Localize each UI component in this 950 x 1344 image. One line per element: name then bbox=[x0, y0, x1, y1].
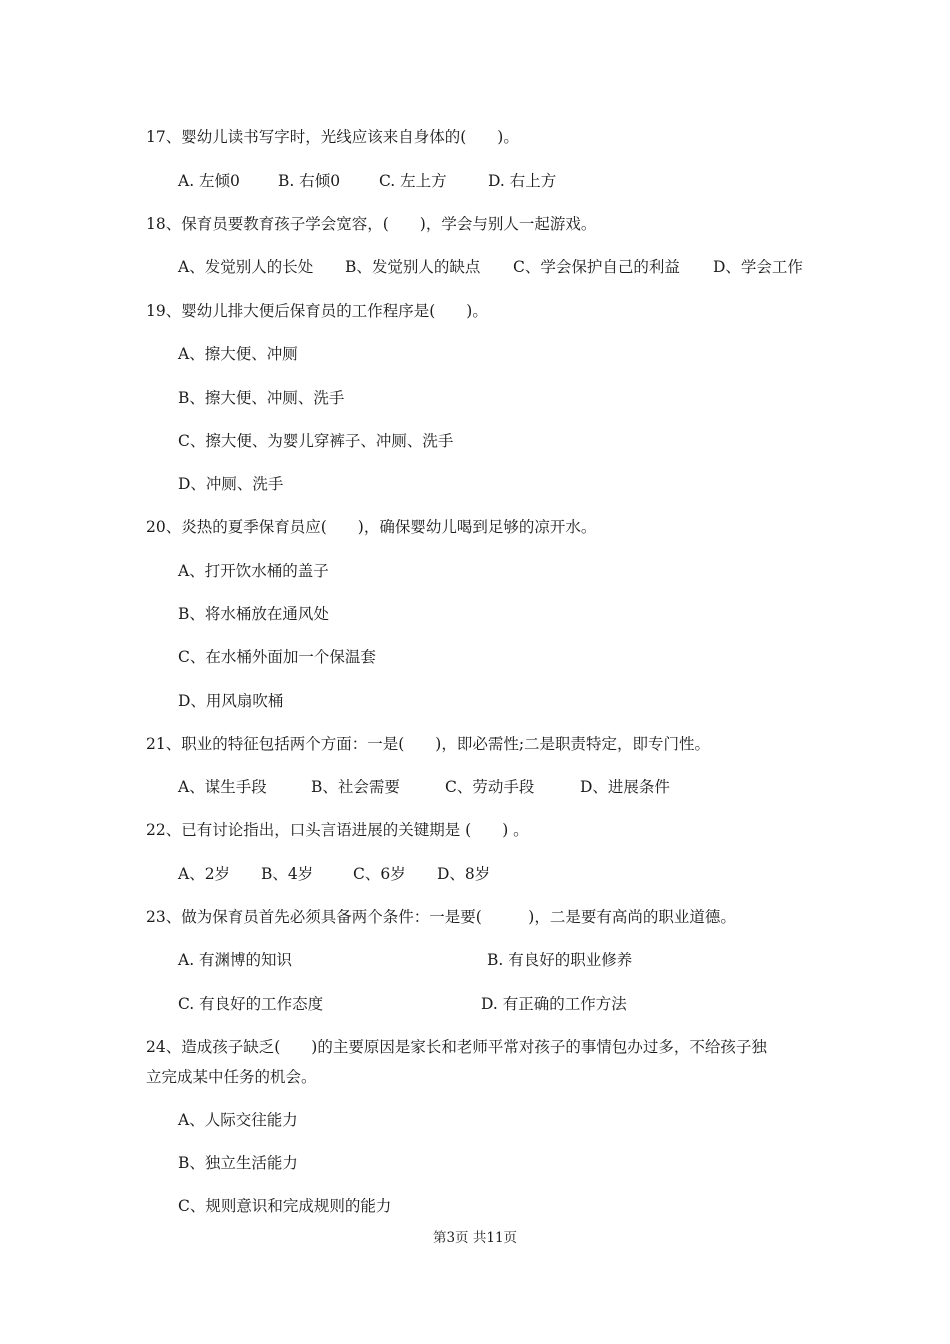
option-21-b: B、社会需要 bbox=[311, 778, 400, 796]
option-19-b: B、擦大便、冲厕、洗手 bbox=[178, 389, 345, 407]
option-24-c: C、规则意识和完成规则的能力 bbox=[178, 1197, 392, 1215]
options-row-23b bbox=[0, 994, 950, 1014]
option-22-a: A、2岁 bbox=[178, 865, 231, 883]
options-row-18 bbox=[0, 257, 950, 277]
option-18-c: C、学会保护自己的利益 bbox=[513, 258, 680, 276]
option-23-a: A. 有渊博的知识 bbox=[178, 951, 293, 969]
option-18-b: B、发觉别人的缺点 bbox=[345, 258, 481, 276]
question-19: 19、婴幼儿排大便后保育员的工作程序是( )。 bbox=[146, 302, 488, 320]
option-23-d: D. 有正确的工作方法 bbox=[481, 995, 627, 1013]
options-row-21 bbox=[0, 777, 950, 797]
question-17: 17、婴幼儿读书写字时，光线应该来自身体的( )。 bbox=[146, 128, 519, 146]
option-19-c: C、擦大便、为婴儿穿裤子、冲厕、洗手 bbox=[178, 432, 454, 450]
option-17-c: C. 左上方 bbox=[379, 172, 447, 190]
question-18: 18、保育员要教育孩子学会宽容，( )，学会与别人一起游戏。 bbox=[146, 215, 597, 233]
option-22-b: B、4岁 bbox=[261, 865, 314, 883]
option-20-a: A、打开饮水桶的盖子 bbox=[178, 562, 329, 580]
options-row-23a bbox=[0, 950, 950, 970]
option-17-b: B. 右倾0 bbox=[278, 172, 341, 190]
question-23: 23、做为保育员首先必须具备两个条件：一是要( )，二是要有高尚的职业道德。 bbox=[146, 908, 736, 926]
option-22-d: D、8岁 bbox=[437, 865, 491, 883]
options-row-17 bbox=[0, 171, 950, 191]
option-22-c: C、6岁 bbox=[353, 865, 406, 883]
option-21-d: D、进展条件 bbox=[580, 778, 670, 796]
option-23-b: B. 有良好的职业修养 bbox=[487, 951, 633, 969]
question-22: 22、已有讨论指出，口头言语进展的关键期是 ( ) 。 bbox=[146, 821, 529, 839]
option-20-c: C、在水桶外面加一个保温套 bbox=[178, 648, 376, 666]
option-24-a: A、人际交往能力 bbox=[178, 1111, 298, 1129]
question-24-line-2: 立完成某中任务的机会。 bbox=[146, 1068, 317, 1086]
option-20-b: B、将水桶放在通风处 bbox=[178, 605, 329, 623]
option-20-d: D、用风扇吹桶 bbox=[178, 692, 284, 710]
question-20: 20、炎热的夏季保育员应( )，确保婴幼儿喝到足够的凉开水。 bbox=[146, 518, 597, 536]
option-23-c: C. 有良好的工作态度 bbox=[178, 995, 324, 1013]
option-21-c: C、劳动手段 bbox=[445, 778, 535, 796]
option-19-a: A、擦大便、冲厕 bbox=[178, 345, 298, 363]
option-17-a: A. 左倾0 bbox=[178, 172, 240, 190]
options-row-22 bbox=[0, 864, 950, 884]
option-18-a: A、发觉别人的长处 bbox=[178, 258, 314, 276]
question-21: 21、职业的特征包括两个方面：一是( )，即必需性;二是职责特定，即专门性。 bbox=[146, 735, 711, 753]
question-24-line-1: 24、造成孩子缺乏( )的主要原因是家长和老师平常对孩子的事情包办过多，不给孩子独 bbox=[146, 1038, 767, 1056]
option-24-b: B、独立生活能力 bbox=[178, 1154, 298, 1172]
option-17-d: D. 右上方 bbox=[488, 172, 557, 190]
option-18-d: D、学会工作 bbox=[713, 258, 803, 276]
option-19-d: D、冲厕、洗手 bbox=[178, 475, 284, 493]
page-footer: 第3页 共11页 bbox=[432, 1230, 518, 1246]
option-21-a: A、谋生手段 bbox=[178, 778, 267, 796]
